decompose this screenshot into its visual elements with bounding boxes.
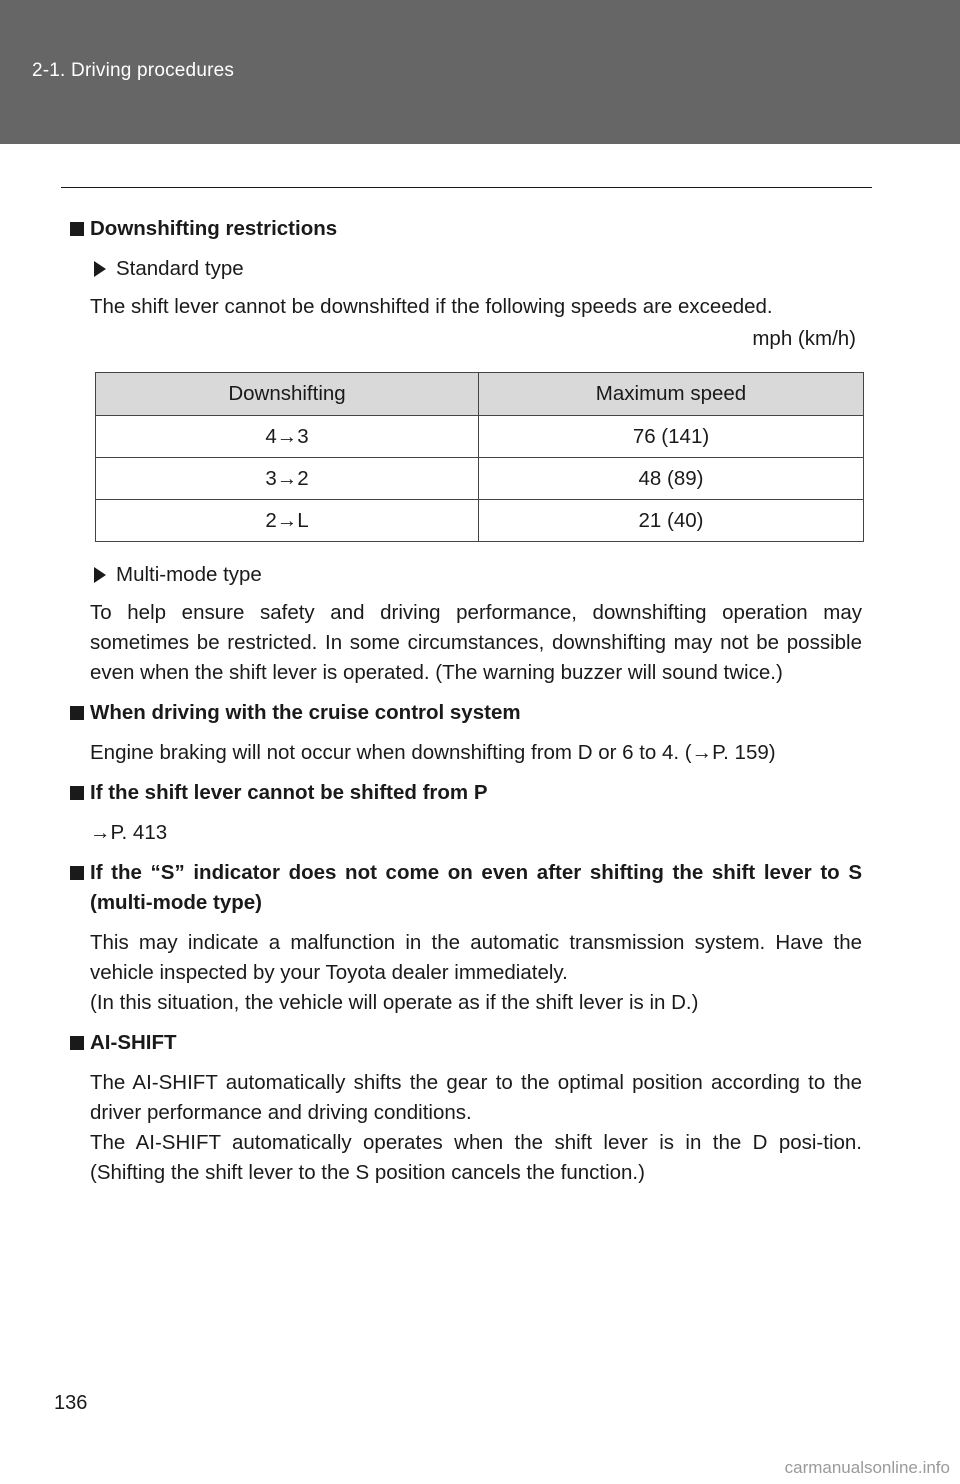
page-content (70, 214, 862, 1188)
s-indicator-text: This may indicate a malfunction in the automatic transmission system. Have the vehicle inspected by your Toyota dealer immediately. (90, 931, 862, 984)
table-cell-speed: 48 (89) (479, 458, 864, 500)
subtype-text: Standard type (116, 257, 244, 280)
cruise-text: Engine braking will not occur when downshifting from D or 6 to 4. (→P. 159) (90, 741, 776, 764)
square-bullet-icon (70, 706, 84, 720)
watermark: carmanualsonline.info (784, 1458, 950, 1477)
heading-text: If the “S” indicator does not come on even after shifting the shift lever to S (multi-mode type) (90, 861, 862, 914)
heading-text: AI-SHIFT (90, 1031, 177, 1054)
table-row (96, 458, 864, 500)
table-cell-downshift: 3→2 (96, 458, 479, 500)
table-cell-speed: 21 (40) (479, 500, 864, 542)
square-bullet-icon (70, 1036, 84, 1050)
subtype-text: Multi-mode type (116, 563, 262, 586)
cruise-heading (70, 698, 862, 728)
table-cell-downshift: 2→L (96, 500, 479, 542)
standard-type-label (70, 254, 862, 284)
table-cell-speed: 76 (141) (479, 416, 864, 458)
ai-shift-text: The AI-SHIFT automatically shifts the gear to the optimal position according to the driver performance and driving conditions. (90, 1071, 862, 1124)
shift-from-p-heading (70, 778, 862, 808)
s-indicator-note: (In this situation, the vehicle will operate as if the shift lever is in D.) (90, 991, 699, 1014)
divider (61, 187, 872, 188)
standard-type-text: The shift lever cannot be downshifted if the following speeds are exceeded. (90, 295, 773, 318)
multimode-type-label (70, 560, 862, 590)
downshift-speed-table (95, 372, 864, 542)
ai-shift-operation: The AI-SHIFT automatically operates when the shift lever is in the D posi-tion. (Shifting the shift lever to the S position cancels the function.) (90, 1131, 862, 1184)
table-header-row (96, 373, 864, 416)
multimode-type-text: To help ensure safety and driving performance, downshifting operation may sometimes be restricted. In some circumstances, downshifting may not be possible even when the shift lever is operated. (The warning buzzer will sound twice.) (90, 601, 862, 684)
square-bullet-icon (70, 222, 84, 236)
column-header-downshifting: Downshifting (96, 373, 479, 416)
unit-label: mph (km/h) (752, 327, 856, 350)
square-bullet-icon (70, 786, 84, 800)
page-number: 136 (54, 1392, 88, 1414)
heading-text: Downshifting restrictions (90, 217, 338, 240)
heading-text: When driving with the cruise control system (90, 701, 521, 724)
s-indicator-heading (70, 858, 862, 918)
section-title: 2-1. Driving procedures (32, 60, 235, 81)
shift-from-p-link[interactable]: →P. 413 (90, 821, 168, 844)
header-band (0, 0, 960, 144)
ai-shift-heading (70, 1028, 862, 1058)
table-cell-downshift: 4→3 (96, 416, 479, 458)
downshifting-heading (70, 214, 862, 244)
square-bullet-icon (70, 866, 84, 880)
table-row (96, 500, 864, 542)
column-header-max-speed: Maximum speed (479, 373, 864, 416)
arrow-right-icon (94, 261, 106, 277)
table-row (96, 416, 864, 458)
heading-text: If the shift lever cannot be shifted from P (90, 781, 488, 804)
arrow-right-icon (94, 567, 106, 583)
